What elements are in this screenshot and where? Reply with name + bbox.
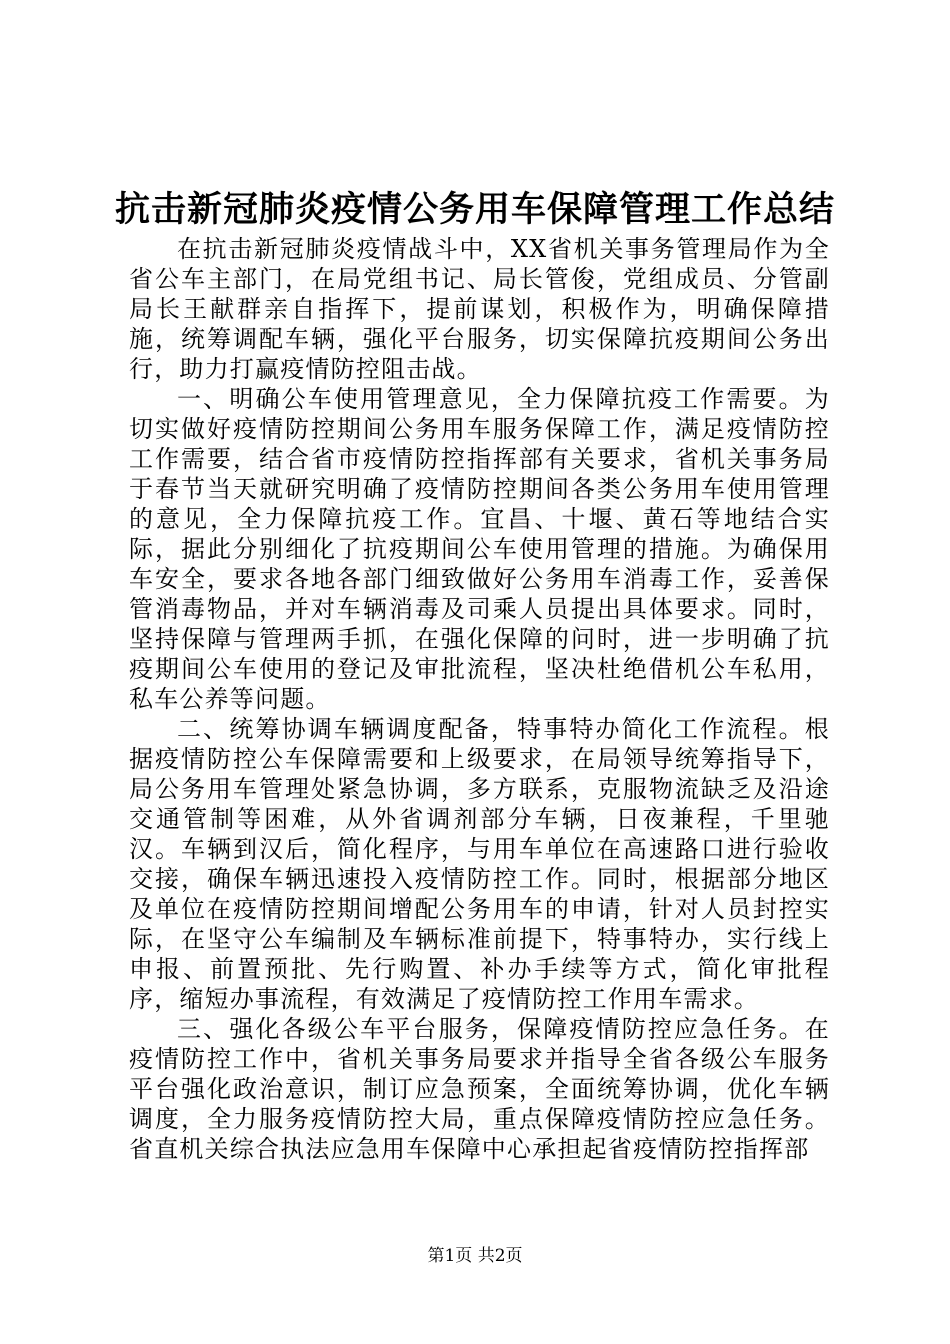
document-title: 抗击新冠肺炎疫情公务用车保障管理工作总结	[114, 189, 835, 230]
page-number: 第1页 共2页	[427, 1246, 523, 1266]
paragraph-section-3: 三、强化各级公车平台服务，保障疫情防控应急任务。在疫情防控工作中，省机关事务局要求并指导全省各级公车服务平台强化政治意识，制订应急预案，全面统筹协调，优化车辆调度，全力服务疫情防控大局，重点保障疫情防控应急任务。省直机关综合执法应急用车保障中心承担起省疫情防控指挥部	[129, 1015, 830, 1163]
document-body	[129, 234, 830, 1164]
paragraph-intro: 在抗击新冠肺炎疫情战斗中，XX省机关事务管理局作为全省公车主部门，在局党组书记、局长管俊，党组成员、分管副局长王献群亲自指挥下，提前谋划，积极作为，明确保障措施，统筹调配车辆，强化平台服务，切实保障抗疫期间公务出行，助力打赢疫情防控阻击战。	[129, 235, 830, 383]
paragraph-section-1: 一、明确公车使用管理意见，全力保障抗疫工作需要。为切实做好疫情防控期间公务用车服务保障工作，满足疫情防控工作需要，结合省市疫情防控指挥部有关要求，省机关事务局于春节当天就研究明确了疫情防控期间各类公务用车使用管理的意见，全力保障抗疫工作。宜昌、十堰、黄石等地结合实际，据此分别细化了抗疫期间公车使用管理的措施。为确保用车安全，要求各地各部门细致做好公务用车消毒工作，妥善保管消毒物品，并对车辆消毒及司乘人员提出具体要求。同时，坚持保障与管理两手抓，在强化保障的问时，进一步明确了抗疫期间公车使用的登记及审批流程，坚决杜绝借机公车私用，私车公养等问题。	[129, 385, 830, 713]
paragraph-section-2: 二、统筹协调车辆调度配备，特事特办简化工作流程。根据疫情防控公车保障需要和上级要求，在局领导统筹指导下，局公务用车管理处紧急协调，多方联系，克服物流缺乏及沿途交通管制等困难，从外省调剂部分车辆，日夜兼程，千里驰汉。车辆到汉后，简化程序，与用车单位在高速路口进行验收交接，确保车辆迅速投入疫情防控工作。同时，根据部分地区及单位在疫情防控期间增配公务用车的申请，针对人员封控实际，在坚守公车编制及车辆标准前提下，特事特办，实行线上申报、前置预批、先行购置、补办手续等方式，简化审批程序，缩短办事流程，有效满足了疫情防控工作用车需求。	[129, 715, 830, 1013]
